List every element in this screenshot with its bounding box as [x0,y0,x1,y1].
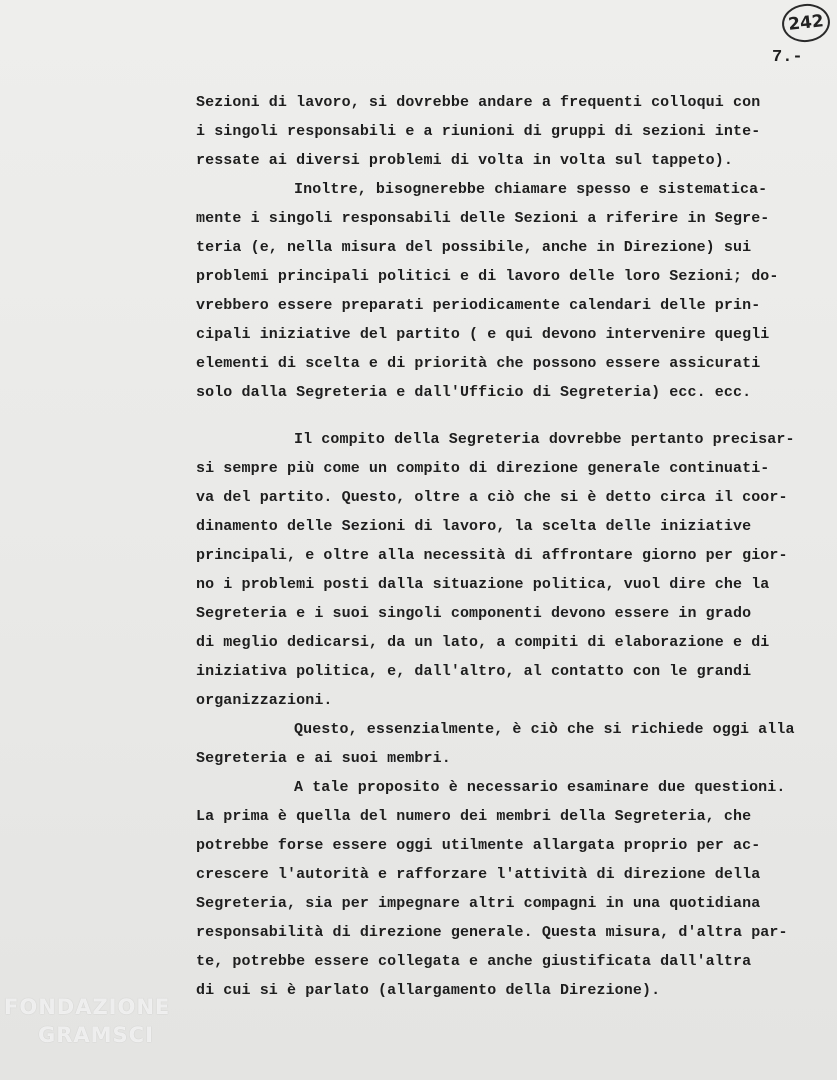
text-line: solo dalla Segreteria e dall'Ufficio di Segreteria) ecc. ecc. [196,384,752,401]
text-line: cipali iniziative del partito ( e qui devono intervenire quegli [196,326,770,343]
text-line: ressate ai diversi problemi di volta in volta sul tappeto). [196,152,733,169]
text-line: i singoli responsabili e a riunioni di gruppi di sezioni inte- [196,123,761,140]
text-line: elementi di scelta e di priorità che possono essere assicurati [196,355,761,372]
text-line: no i problemi posti dalla situazione politica, vuol dire che la [196,576,770,593]
text-line: problemi principali politici e di lavoro delle loro Sezioni; do- [196,268,779,285]
fondazione-gramsci-watermark [4,995,214,1047]
text-line: Inoltre, bisognerebbe chiamare spesso e sistematica- [294,181,768,198]
text-line: Segreteria e ai suoi membri. [196,750,451,767]
text-line: A tale proposito è necessario esaminare due questioni. [294,779,786,796]
text-line: La prima è quella del numero dei membri della Segreteria, che [196,808,752,825]
text-line: teria (e, nella misura del possibile, anche in Direzione) sui [196,239,752,256]
text-line: principali, e oltre alla necessità di affrontare giorno per gior- [196,547,788,564]
text-line: te, potrebbe essere collegata e anche giustificata dall'altra [196,953,752,970]
text-line: di meglio dedicarsi, da un lato, a compiti di elaborazione e di [196,634,770,651]
text-line: Questo, essenzialmente, è ciò che si richiede oggi alla [294,721,795,738]
text-line: di cui si è parlato (allargamento della Direzione). [196,982,661,999]
text-line: responsabilità di direzione generale. Questa misura, d'altra par- [196,924,788,941]
text-line: Segreteria, sia per impegnare altri compagni in una quotidiana [196,895,761,912]
text-line: Sezioni di lavoro, si dovrebbe andare a frequenti colloqui con [196,94,761,111]
text-line: Il compito della Segreteria dovrebbe pertanto precisar- [294,431,795,448]
text-line: mente i singoli responsabili delle Sezioni a riferire in Segre- [196,210,770,227]
text-line: iniziativa politica, e, dall'altro, al contatto con le grandi [196,663,752,680]
text-line: potrebbe forse essere oggi utilmente allargata proprio per ac- [196,837,761,854]
text-line: vrebbero essere preparati periodicamente calendari delle prin- [196,297,761,314]
text-line: organizzazioni. [196,692,333,709]
archive-page-stamp: 242 [780,2,832,45]
text-line: dinamento delle Sezioni di lavoro, la scelta delle iniziative [196,518,752,535]
text-line: si sempre più come un compito di direzione generale continuati- [196,460,770,477]
typewritten-body [196,88,836,1005]
page-number: 7.- [772,48,803,67]
text-line: Segreteria e i suoi singoli componenti devono essere in grado [196,605,752,622]
text-line: va del partito. Questo, oltre a ciò che si è detto circa il coor- [196,489,788,506]
text-line: crescere l'autorità e rafforzare l'attività di direzione della [196,866,761,883]
watermark-line: GRAMSCI [38,1023,154,1047]
watermark-line: FONDAZIONE [4,995,171,1019]
